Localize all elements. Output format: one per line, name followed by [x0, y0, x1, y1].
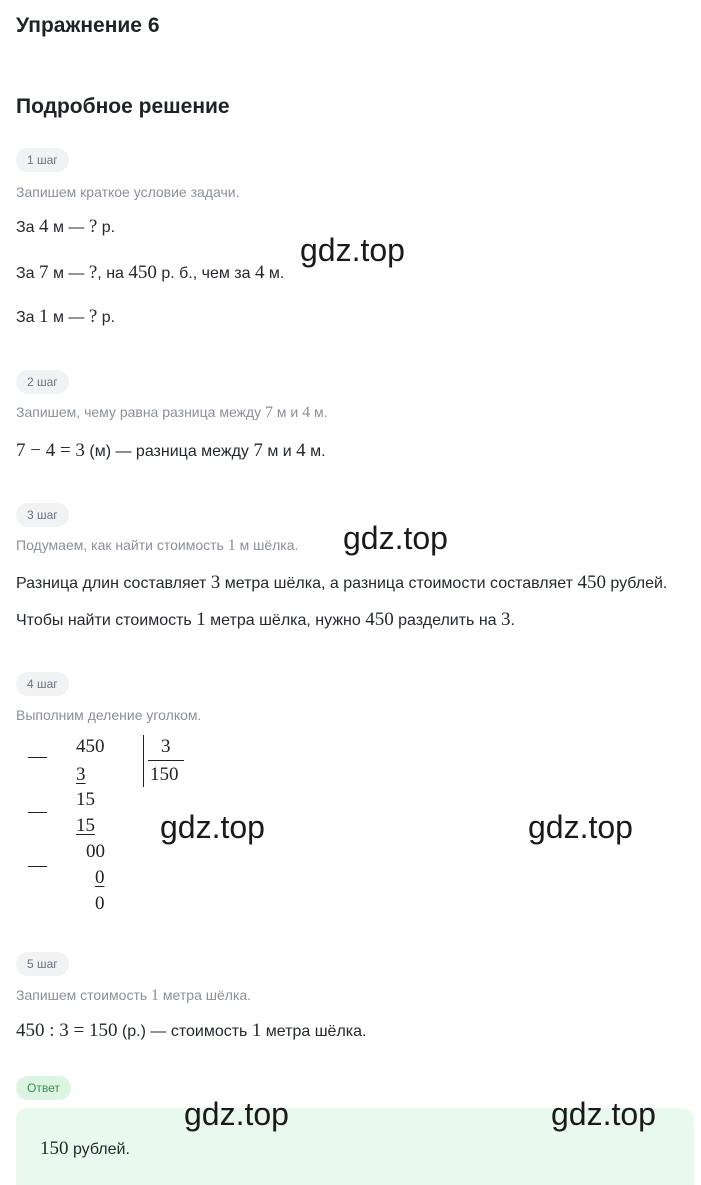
- division-quotient: 150: [150, 764, 179, 785]
- step-4-hint: Выполним деление уголком.: [16, 707, 202, 723]
- division-remainder-2: 00: [86, 841, 105, 862]
- division-subtract-2: 15: [76, 815, 95, 836]
- step-3-paragraph: Разница длин составляет 3 метра шёлка, а разница стоимости составляет 450 рублей. Чтобы найти стоимость 1 метра шёлка, нужно 450 разделить на 3.: [16, 572, 668, 630]
- step-5-hint: Запишем стоимость 1 метра шёлка.: [16, 987, 252, 1004]
- watermark: gdz.top: [528, 809, 633, 845]
- division-remainder-1: 15: [76, 789, 95, 810]
- division-divisor: 3: [161, 736, 171, 757]
- division-subtract-3: 0: [95, 867, 105, 888]
- watermark: gdz.top: [551, 1096, 656, 1132]
- division-minus-3: —: [28, 855, 47, 876]
- division-divisor-line: [148, 760, 184, 761]
- step-2-equation: 7 − 4 = 3 (м) — разница между 7 м и 4 м.: [16, 440, 326, 461]
- division-minus-1: —: [28, 746, 47, 767]
- watermark: gdz.top: [300, 232, 405, 268]
- answer-text: 150 рублей.: [40, 1138, 130, 1159]
- watermark: gdz.top: [160, 809, 265, 845]
- division-remainder-3: 0: [95, 893, 105, 914]
- division-subtract-1: 3: [76, 764, 86, 785]
- division-dividend: 450: [76, 736, 105, 757]
- step-2-hint: Запишем, чему равна разница между 7 м и 4 м.: [16, 404, 328, 421]
- division-minus-2: —: [28, 801, 47, 822]
- exercise-title: Упражнение 6: [16, 14, 160, 37]
- step-1-line-3: За 1 м — ? р.: [16, 306, 116, 327]
- step-5-chip: 5 шаг: [16, 952, 69, 976]
- watermark: gdz.top: [184, 1096, 289, 1132]
- step-1-line-2: За 7 м — ?, на 450 р. б., чем за 4 м.: [16, 262, 285, 283]
- solution-title: Подробное решение: [16, 95, 230, 118]
- step-4-chip: 4 шаг: [16, 672, 69, 696]
- answer-chip: Ответ: [16, 1076, 71, 1100]
- division-vertical-bar: [143, 735, 144, 787]
- step-3-chip: 3 шаг: [16, 503, 69, 527]
- step-3-hint: Подумаем, как найти стоимость 1 м шёлка.: [16, 537, 299, 554]
- step-5-equation: 450 : 3 = 150 (р.) — стоимость 1 метра шёлка.: [16, 1020, 367, 1041]
- step-2-chip: 2 шаг: [16, 370, 69, 394]
- watermark: gdz.top: [343, 520, 448, 556]
- step-1-hint: Запишем краткое условие задачи.: [16, 184, 240, 200]
- step-1-chip: 1 шаг: [16, 148, 69, 172]
- step-1-line-1: За 4 м — ? р.: [16, 216, 116, 237]
